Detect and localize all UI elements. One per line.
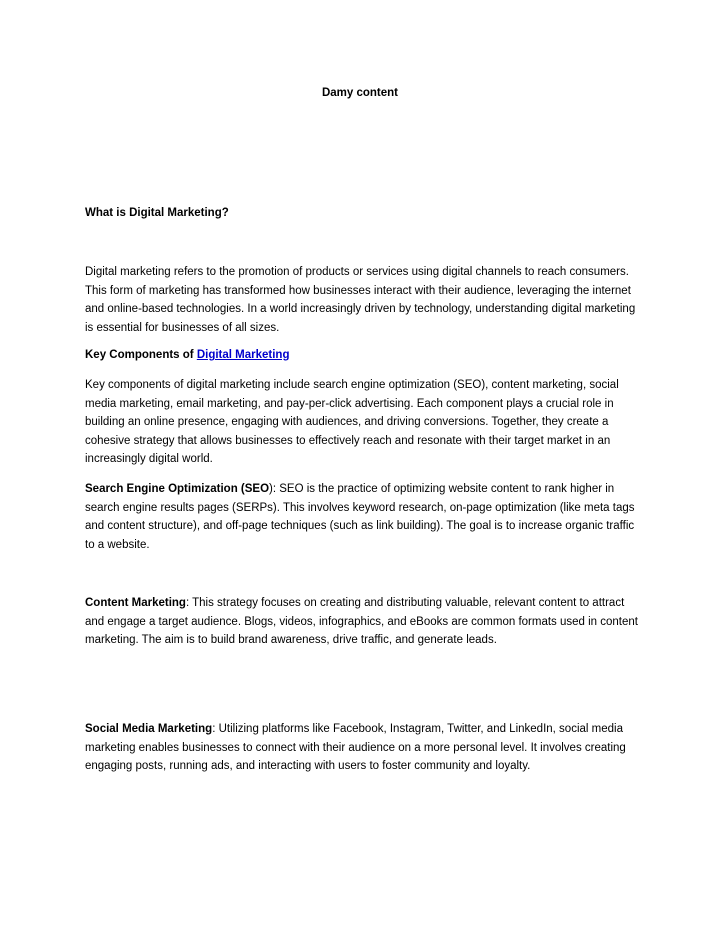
content-marketing-paragraph: [85, 594, 640, 650]
social-media-label: Social Media Marketing: [85, 723, 213, 735]
seo-text: ): SEO is the practice of optimizing website content to rank higher in search engine results pages (SERPs). This involves keyword research, on-page optimization (like meta tags and content structure), and off-page techniques (such as link building). The goal is to increase organic traffic to a website.: [85, 483, 635, 551]
key-components-prefix: Key Components of: [85, 349, 197, 361]
social-media-paragraph: [85, 720, 640, 776]
intro-paragraph: Digital marketing refers to the promotion of products or services using digital channels to reach consumers. This form of marketing has transformed how businesses interact with their audience, leveraging the internet and online-based technologies. In a world increasingly driven by technology, understanding digital marketing is essential for businesses of all sizes.: [85, 266, 636, 334]
page-title: Damy content: [321, 87, 399, 99]
section-heading: What is Digital Marketing?: [85, 207, 229, 219]
key-components-heading: [85, 347, 289, 363]
content-marketing-text: : This strategy focuses on creating and distributing valuable, relevant content to attract and engage a target audience. Blogs, videos, infographics, and eBooks are common formats used in content marketing. The aim is to build brand awareness, drive traffic, and generate leads.: [85, 597, 638, 647]
social-media-text: : Utilizing platforms like Facebook, Instagram, Twitter, and LinkedIn, social media marketing enables businesses to connect with their audience on a more personal level. It involves creating engaging posts, running ads, and interacting with users to foster community and loyalty.: [85, 723, 626, 773]
seo-label: Search Engine Optimization (SEO: [85, 483, 270, 495]
digital-marketing-link[interactable]: Digital Marketing: [196, 349, 290, 361]
seo-paragraph: [85, 480, 640, 554]
content-marketing-label: Content Marketing: [85, 597, 186, 609]
key-components-paragraph: Key components of digital marketing include search engine optimization (SEO), content marketing, social media marketing, email marketing, and pay-per-click advertising. Each component plays a crucial role in building an online presence, engaging with audiences, and driving conversions. Together, they create a cohesive strategy that allows businesses to effectively reach and resonate with their target market in an increasingly digital world.: [85, 379, 619, 466]
